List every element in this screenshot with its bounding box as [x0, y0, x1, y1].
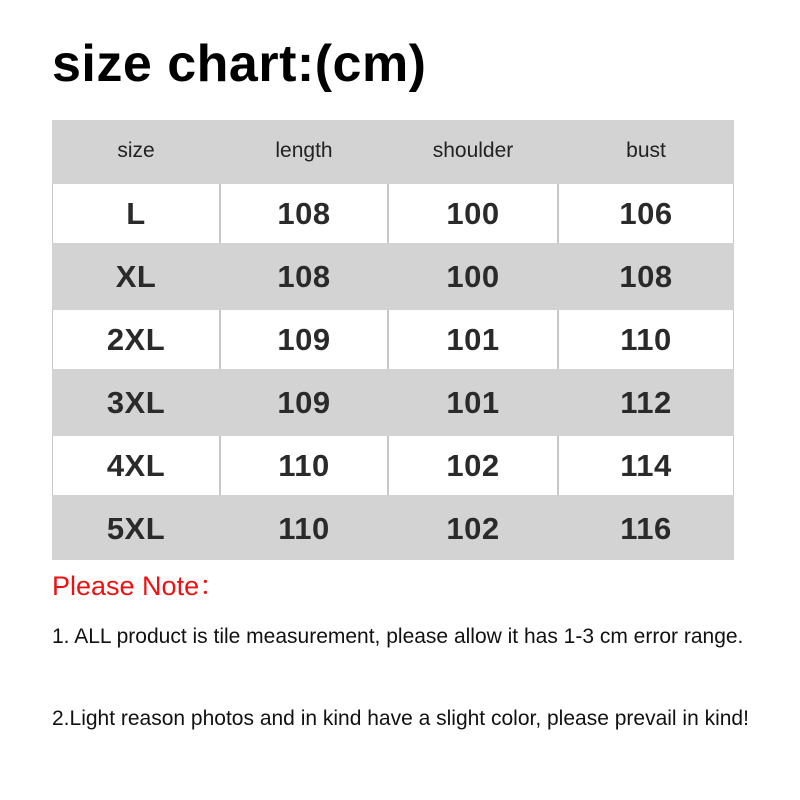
header-length: length	[220, 120, 388, 182]
cell-bust: 116	[558, 497, 734, 560]
cell-length: 109	[220, 310, 388, 369]
cell-bust: 108	[558, 245, 734, 308]
cell-length: 108	[220, 245, 388, 308]
header-bust: bust	[558, 120, 734, 182]
cell-shoulder: 101	[388, 310, 558, 369]
note-item: 2.Light reason photos and in kind have a slight color, please prevail in kind!	[52, 707, 749, 730]
cell-size: 4XL	[52, 436, 220, 495]
cell-size: L	[52, 184, 220, 243]
cell-length: 110	[220, 436, 388, 495]
cell-bust: 110	[558, 310, 734, 369]
cell-bust: 114	[558, 436, 734, 495]
header-shoulder: shoulder	[388, 120, 558, 182]
page-title: size chart:(cm)	[52, 35, 427, 93]
cell-length: 108	[220, 184, 388, 243]
header-size: size	[52, 120, 220, 182]
cell-size: 3XL	[52, 371, 220, 434]
size-chart-table	[52, 120, 734, 560]
cell-size: 2XL	[52, 310, 220, 369]
cell-size: 5XL	[52, 497, 220, 560]
cell-bust: 112	[558, 371, 734, 434]
cell-shoulder: 102	[388, 497, 558, 560]
cell-length: 110	[220, 497, 388, 560]
cell-shoulder: 101	[388, 371, 558, 434]
cell-shoulder: 100	[388, 245, 558, 308]
note-item: 1. ALL product is tile measurement, please allow it has 1-3 cm error range.	[52, 625, 744, 648]
cell-size: XL	[52, 245, 220, 308]
cell-length: 109	[220, 371, 388, 434]
cell-shoulder: 102	[388, 436, 558, 495]
cell-shoulder: 100	[388, 184, 558, 243]
note-heading: Please Note：	[52, 571, 227, 601]
cell-bust: 106	[558, 184, 734, 243]
